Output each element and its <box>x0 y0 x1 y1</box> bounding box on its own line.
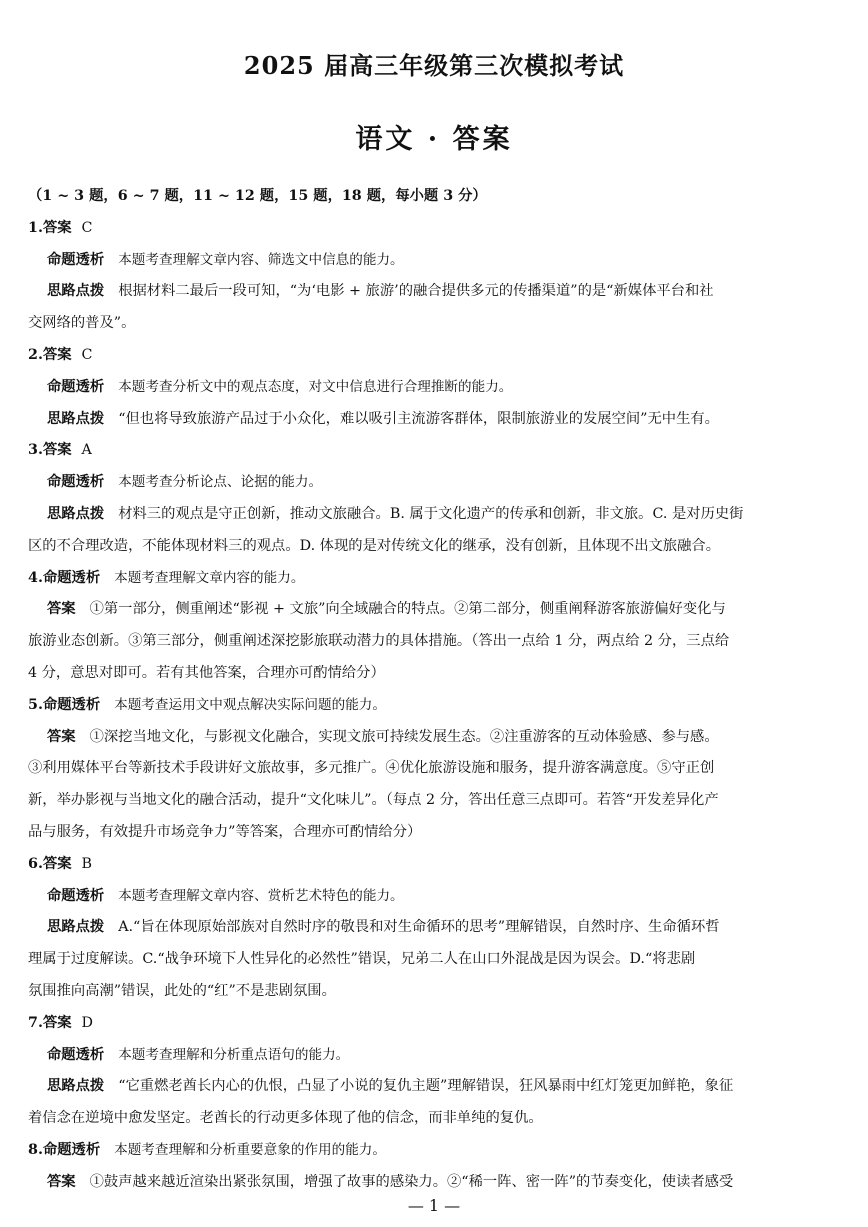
intent-text: 本题考查理解文章内容、筛选文中信息的能力。 <box>118 251 404 268</box>
answer-label: 答案 <box>47 1173 76 1190</box>
answer-label: 答案 <box>47 601 76 618</box>
question-4-header <box>28 563 840 595</box>
question-2-intent <box>28 372 840 404</box>
question-number: 8. <box>28 1141 43 1158</box>
question-7-hint <box>28 1071 840 1103</box>
question-answer: D <box>81 1014 93 1031</box>
question-6-hint-cont: 氛围推向高潮”错误，此处的“红”不是悲剧氛围。 <box>28 982 336 999</box>
hint-label: 思路点拨 <box>47 283 105 300</box>
intent-text: 本题考查分析论点、论据的能力。 <box>118 474 323 491</box>
hint-label: 思路点拨 <box>47 919 105 936</box>
question-4-answer <box>28 594 840 626</box>
answer-label: 答案 <box>47 728 76 745</box>
question-2-hint <box>28 404 840 436</box>
intent-text: 本题考查分析文中的观点态度，对文中信息进行合理推断的能力。 <box>118 378 513 395</box>
question-5-answer <box>28 722 840 754</box>
question-3-hint <box>28 499 840 531</box>
intent-text: 本题考查理解文章内容的能力。 <box>114 569 305 586</box>
page-number: — 1 — <box>407 1196 461 1215</box>
question-1-header <box>28 213 840 245</box>
answer-label: 答案 <box>42 219 72 236</box>
hint-text: 根据材料二最后一段可知，“为‘电影 + 旅游’的融合提供多元的传播渠道”的是“新媒体平台和社 <box>118 283 714 300</box>
intent-text: 本题考查运用文中观点解决实际问题的能力。 <box>114 696 386 713</box>
question-5-header <box>28 690 840 722</box>
answer-text: ①鼓声越来越近渲染出紧张氛围，增强了故事的感染力。②“稀一阵、密一阵”的节奏变化，使读者感受 <box>89 1173 734 1190</box>
question-6-intent <box>28 881 840 913</box>
intent-text: 本题考查理解和分析重要意象的作用的能力。 <box>114 1141 386 1158</box>
intent-label: 命题透析 <box>47 887 105 904</box>
intent-label: 命题透析 <box>47 251 105 268</box>
question-number: 3. <box>28 442 43 459</box>
question-number: 1. <box>28 219 43 236</box>
question-number: 6. <box>28 855 43 872</box>
question-7-header <box>28 1008 840 1040</box>
question-8-answer <box>28 1167 840 1199</box>
answer-text: ①第一部分，侧重阐述“影视 + 文旅”向全域融合的特点。②第二部分，侧重阐释游客旅游偏好变化与 <box>89 601 726 618</box>
answer-label: 答案 <box>42 855 72 872</box>
question-6-hint-cont: 理属于过度解读。C.“战争环境下人性异化的必然性”错误，兄弟二人在山口外混战是因为误会。D.“将悲剧 <box>28 951 696 968</box>
intent-label: 命题透析 <box>42 1141 101 1158</box>
hint-text: 材料三的观点是守正创新，推动文旅融合。B. 属于文化遗产的传承和创新，非文旅。C. 是对历史街 <box>118 505 744 522</box>
intent-text: 本题考查理解和分析重点语句的能力。 <box>118 1046 350 1063</box>
answer-content <box>28 181 840 1199</box>
question-answer: C <box>81 346 93 363</box>
question-1-intent <box>28 245 840 277</box>
question-4-answer-cont: 4 分，意思对即可。若有其他答案，合理亦可酌情给分） <box>28 664 385 681</box>
question-1-hint <box>28 276 840 308</box>
intent-label: 命题透析 <box>47 474 105 491</box>
intent-text: 本题考查理解文章内容、赏析艺术特色的能力。 <box>118 887 404 904</box>
answer-text: ①深挖当地文化，与影视文化融合，实现文旅可持续发展生态。②注重游客的互动体验感、参与感。 <box>89 728 719 745</box>
question-5-answer-cont: ③利用媒体平台等新技术手段讲好文旅故事，多元推广。④优化旅游设施和服务，提升游客满意度。⑤守正创 <box>28 760 715 777</box>
question-number: 7. <box>28 1014 43 1031</box>
question-number: 5. <box>28 696 43 713</box>
question-number: 4. <box>28 569 43 586</box>
question-7-hint-cont: 着信念在逆境中愈发坚定。老酋长的行动更多体现了他的信念，而非单纯的复仇。 <box>28 1110 543 1127</box>
hint-label: 思路点拨 <box>47 505 105 522</box>
hint-text: “它重燃老酋长内心的仇恨，凸显了小说的复仇主题”理解错误，狂风暴雨中红灯笼更加鲜艳，象征 <box>118 1078 734 1095</box>
question-3-hint-cont: 区的不合理改造，不能体现材料三的观点。D. 体现的是对传统文化的继承，没有创新，且体现不出文旅融合。 <box>28 537 720 554</box>
question-number: 2. <box>28 346 43 363</box>
question-1-hint-cont: 交网络的普及”。 <box>28 315 136 332</box>
question-6-hint <box>28 912 840 944</box>
intent-label: 命题透析 <box>42 569 101 586</box>
question-3-header <box>28 435 840 467</box>
intent-label: 命题透析 <box>42 696 101 713</box>
answer-label: 答案 <box>42 442 72 459</box>
answer-label: 答案 <box>42 346 72 363</box>
question-2-header <box>28 340 840 372</box>
intent-label: 命题透析 <box>47 378 105 395</box>
question-3-intent <box>28 467 840 499</box>
intent-label: 命题透析 <box>47 1046 105 1063</box>
question-answer: C <box>81 219 93 236</box>
question-6-header <box>28 849 840 881</box>
question-4-answer-cont: 旅游业态创新。③第三部分，侧重阐述深挖影旅联动潜力的具体措施。（答出一点给 1 分，两点给 2 分，三点给 <box>28 633 730 650</box>
hint-text: A.“旨在体现原始部族对自然时序的敬畏和对生命循环的思考”理解错误，自然时序、生命循环哲 <box>118 919 720 936</box>
question-8-header <box>28 1135 840 1167</box>
scoring-note: （1 ~ 3 题，6 ~ 7 题，11 ~ 12 题，15 题，18 题，每小题 3 分） <box>28 188 487 204</box>
exam-title: 2025 届高三年级第三次模拟考试 <box>243 51 625 80</box>
question-5-answer-cont: 品与服务，有效提升市场竞争力”等答案，合理亦可酌情给分） <box>28 823 422 840</box>
hint-label: 思路点拨 <box>47 410 105 427</box>
question-answer: A <box>81 442 92 459</box>
question-answer: B <box>81 855 93 872</box>
question-5-answer-cont: 新，举办影视与当地文化的融合活动，提升“文化味儿”。（每点 2 分，答出任意三点即可。若答“开发差异化产 <box>28 792 719 809</box>
hint-text: “但也将导致旅游产品过于小众化，难以吸引主流游客群体，限制旅游业的发展空间”无中生有。 <box>118 410 719 427</box>
question-7-intent <box>28 1040 840 1072</box>
subject-title: 语文 · 答案 <box>355 124 513 155</box>
hint-label: 思路点拨 <box>47 1078 105 1095</box>
answer-label: 答案 <box>42 1014 72 1031</box>
